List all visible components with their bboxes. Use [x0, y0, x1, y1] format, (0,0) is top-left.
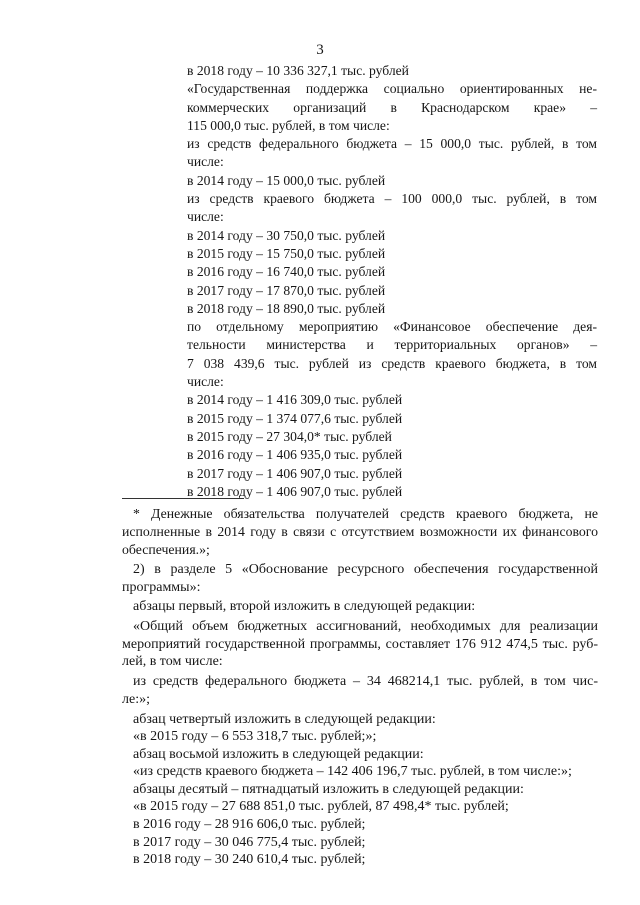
text-line: «Общий объем бюджетных ассигнований, необходимых для реализации [133, 619, 598, 635]
text-line: в 2017 году – 17 870,0 тыс. рублей [187, 282, 386, 298]
footnote-line: * Денежные обязательства получателей средств краевого бюджета, не [133, 506, 598, 521]
text-line: в 2017 году – 1 406 907,0 тыс. рублей [187, 465, 403, 481]
lower-text-block [122, 561, 598, 869]
text-line: абзацы десятый – пятнадцатый изложить в следующей редакции: [133, 781, 524, 797]
text-line: в 2014 году – 15 000,0 тыс. рублей [187, 172, 386, 188]
text-line: абзацы первый, второй изложить в следующей редакции: [133, 599, 476, 615]
text-line: тельности министерства и территориальных органов» – [187, 337, 597, 353]
text-line: 115 000,0 тыс. рублей, в том числе: [187, 117, 390, 133]
text-line: из средств краевого бюджета – 100 000,0 тыс. рублей, в том [187, 191, 597, 207]
text-line: в 2016 году – 1 406 935,0 тыс. рублей [187, 447, 403, 463]
text-line: в 2015 году – 1 374 077,6 тыс. рублей [187, 410, 403, 426]
text-line: 2) в разделе 5 «Обоснование ресурсного обеспечения государственной [133, 562, 598, 577]
text-line: «из средств краевого бюджета – 142 406 196,7 тыс. рублей, в том числе:»; [133, 764, 572, 780]
text-line: в 2017 году – 30 046 775,4 тыс. рублей; [133, 834, 366, 850]
text-line: в 2018 году – 10 336 327,1 тыс. рублей [187, 63, 409, 78]
text-line: в 2018 году – 1 406 907,0 тыс. рублей [187, 483, 403, 499]
text-line: по отдельному мероприятию «Финансовое обеспечение дея- [187, 319, 597, 335]
text-line: «в 2015 году – 27 688 851,0 тыс. рублей, 87 498,4* тыс. рублей; [133, 799, 509, 815]
text-line: в 2015 году – 15 750,0 тыс. рублей [187, 245, 386, 261]
footnote-line: исполненные в 2014 году в связи с отсутствием возможности их финансового [122, 523, 598, 539]
text-line: из средств федерального бюджета – 15 000,0 тыс. рублей, в том [187, 136, 597, 152]
page-number: 3 [316, 42, 324, 58]
text-line: в 2016 году – 28 916 606,0 тыс. рублей; [133, 817, 366, 833]
footnote-line: обеспечения.»; [122, 541, 210, 557]
text-line: в 2015 году – 27 304,0* тыс. рублей [187, 428, 392, 444]
text-line: «в 2015 году – 6 553 318,7 тыс. рублей;»; [133, 729, 377, 745]
text-line: из средств федерального бюджета – 34 468214,1 тыс. рублей, в том чис- [133, 674, 598, 690]
text-line: коммерческих организаций в Краснодарском крае» – [187, 99, 597, 115]
text-line: в 2018 году – 30 240 610,4 тыс. рублей; [133, 852, 366, 868]
text-line: мероприятий государственной программы, составляет 176 912 474,5 тыс. руб- [122, 636, 598, 652]
text-line: в 2016 году – 16 740,0 тыс. рублей [187, 264, 386, 280]
text-line: абзац четвертый изложить в следующей редакции: [133, 711, 436, 727]
text-line: программы»: [122, 579, 201, 595]
text-line: числе: [187, 374, 224, 390]
text-line: 7 038 439,6 тыс. рублей из средств краевого бюджета, в том [187, 355, 597, 371]
upper-text-block [187, 62, 597, 501]
text-line: абзац восьмой изложить в следующей редакции: [133, 746, 424, 762]
footnote [122, 505, 598, 558]
text-line: «Государственная поддержка социально ориентированных не- [187, 81, 597, 97]
text-line: числе: [187, 154, 224, 170]
text-line: ле:»; [122, 691, 150, 707]
footnote-separator [122, 498, 244, 499]
text-line: числе: [187, 209, 224, 225]
text-line: в 2018 году – 18 890,0 тыс. рублей [187, 300, 386, 316]
text-line: в 2014 году – 30 750,0 тыс. рублей [187, 227, 386, 243]
text-line: в 2014 году – 1 416 309,0 тыс. рублей [187, 392, 403, 408]
text-line: лей, в том числе: [122, 654, 223, 670]
